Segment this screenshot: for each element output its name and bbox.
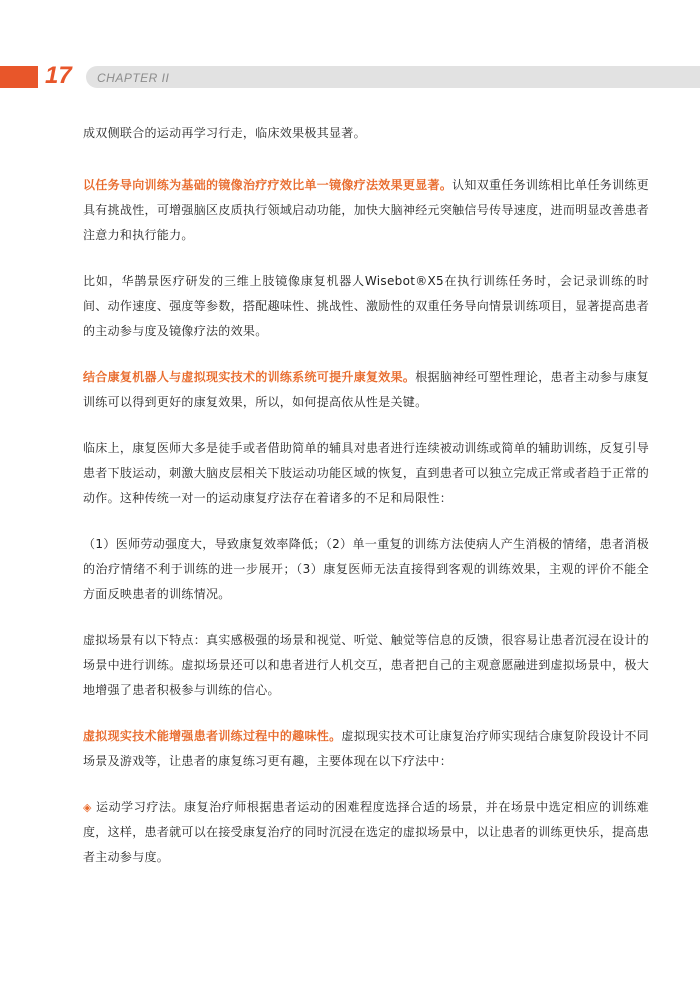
paragraph-robot-vr-system [83,365,649,415]
header-grey-bar [86,66,700,88]
paragraph-task-oriented-mirror-therapy [83,173,649,248]
chapter-label: CHAPTER II [97,71,170,85]
paragraph-text: 临床上，康复医师大多是徒手或者借助简单的辅具对患者进行连续被动训练或简单的辅助训练，反复引导患者下肢运动，刺激大脑皮层相关下肢运动功能区域的恢复，直到患者可以独立完成正常或者趋于正常的动作。这种传统一对一的运动康复疗法存在着诸多的不足和局限性： [83,441,649,505]
paragraph-text: 比如，华鹊景医疗研发的三维上肢镜像康复机器人Wisebot®X5在执行训练任务时，会记录训练的时间、动作速度、强度等参数，搭配趣味性、挑战性、激励性的双重任务导向情景训练项目，显著提高患者的主动参与度及镜像疗法的效果。 [83,274,649,338]
paragraph-virtual-scene-features [83,628,649,703]
paragraph-wisebot-example [83,269,649,344]
paragraph-clinical-practice [83,436,649,511]
page-number: 17 [45,62,72,89]
highlight-heading: 虚拟现实技术能增强患者训练过程中的趣味性。 [83,729,342,743]
paragraph-limitations-list [83,532,649,607]
paragraph-text: 根据脑神经可塑性理论，患者主动参与康复训练可以得到更好的康复效果，所以，如何提高依从性是关键。 [83,370,649,409]
highlight-heading: 以任务导向训练为基础的镜像治疗疗效比单一镜像疗法效果更显著。 [83,178,453,192]
paragraph-text: 成双侧联合的运动再学习行走，临床效果极其显著。 [83,126,366,140]
diamond-bullet-icon: ◈ [83,801,92,814]
header-accent-bar [0,66,38,88]
paragraph-continuation [83,121,649,146]
paragraph-text: 虚拟现实技术可让康复治疗师实现结合康复阶段设计不同场景及游戏等，让患者的康复练习更有趣，主要体现在以下疗法中： [83,729,649,768]
paragraph-text: （1）医师劳动强度大，导致康复效率降低；（2）单一重复的训练方法使病人产生消极的情绪，患者消极的治疗情绪不利于训练的进一步展开；（3）康复医师无法直接得到客观的训练效果，主观的评价不能全方面反映患者的训练情况。 [83,537,649,601]
paragraph-text: 认知双重任务训练相比单任务训练更具有挑战性，可增强脑区皮质执行领域启动功能，加快大脑神经元突触信号传导速度，进而明显改善患者注意力和执行能力。 [83,178,649,242]
paragraph-vr-fun [83,724,649,774]
page-body [83,121,649,891]
highlight-heading: 结合康复机器人与虚拟现实技术的训练系统可提升康复效果。 [83,370,416,384]
paragraph-text: 运动学习疗法。康复治疗师根据患者运动的困难程度选择合适的场景，并在场景中选定相应的训练难度，这样，患者就可以在接受康复治疗的同时沉浸在选定的虚拟场景中，以让患者的训练更快乐，提高患者主动参与度。 [83,800,649,864]
paragraph-motor-learning-therapy [83,795,649,870]
paragraph-text: 虚拟场景有以下特点：真实感极强的场景和视觉、听觉、触觉等信息的反馈，很容易让患者沉浸在设计的场景中进行训练。虚拟场景还可以和患者进行人机交互，患者把自己的主观意愿融进到虚拟场景中，极大地增强了患者积极参与训练的信心。 [83,633,649,697]
